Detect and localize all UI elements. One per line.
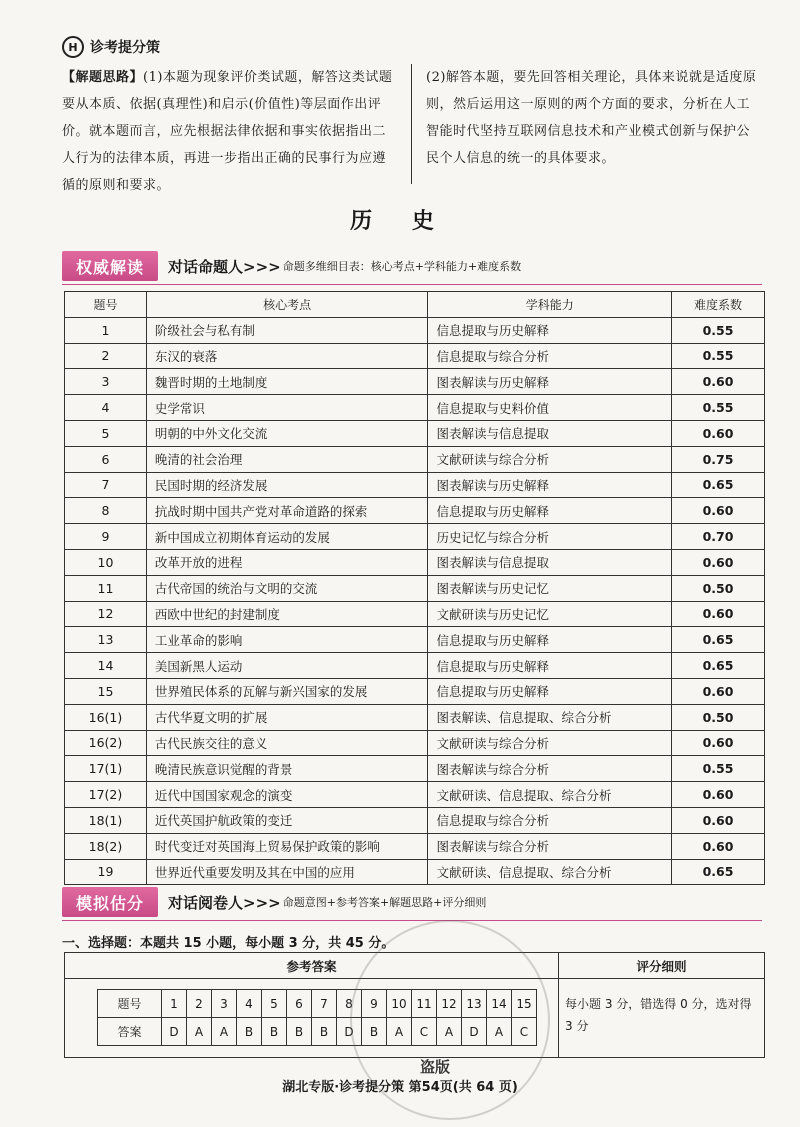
question-number-cell: 6 [287, 990, 312, 1018]
core-point-cell: 世界近代重要发明及其在中国的应用 [146, 859, 428, 885]
answer-row-label: 答案 [98, 1018, 162, 1046]
table-row [65, 420, 765, 446]
watermark-text: 盗版 [420, 1058, 451, 1076]
brand-logo-icon: H [62, 36, 84, 58]
ability-cell: 信息提取与综合分析 [428, 807, 672, 833]
banner-divider [62, 284, 762, 285]
banner-tag: 模拟估分 [62, 887, 158, 917]
difficulty-cell: 0.65 [672, 627, 765, 653]
answer-cell: A [487, 1018, 512, 1046]
difficulty-cell: 0.60 [672, 782, 765, 808]
table-row [65, 524, 765, 550]
core-point-cell: 抗战时期中国共产党对革命道路的探索 [146, 498, 428, 524]
question-number-cell: 14 [65, 653, 147, 679]
ability-cell: 文献研读与综合分析 [428, 730, 672, 756]
core-point-cell: 古代民族交往的意义 [146, 730, 428, 756]
core-point-cell: 近代英国护航政策的变迁 [146, 807, 428, 833]
ability-cell: 文献研读与历史记忆 [428, 601, 672, 627]
question-number-cell: 7 [65, 472, 147, 498]
core-point-cell: 古代华夏文明的扩展 [146, 704, 428, 730]
ability-cell: 信息提取与历史解释 [428, 317, 672, 343]
answer-cell: A [437, 1018, 462, 1046]
banner-divider [62, 920, 762, 921]
question-number-cell: 3 [65, 369, 147, 395]
core-point-cell: 西欧中世纪的封建制度 [146, 601, 428, 627]
banner-main: 对话命题人>>> [168, 257, 281, 276]
question-number-cell: 14 [487, 990, 512, 1018]
answer-cell: B [262, 1018, 287, 1046]
ability-cell: 信息提取与历史解释 [428, 498, 672, 524]
question-number-cell: 6 [65, 446, 147, 472]
reference-answer-heading: 参考答案 [65, 953, 558, 979]
question-number-cell: 15 [512, 990, 537, 1018]
banner-simulation [62, 886, 762, 918]
col-header-point: 核心考点 [146, 292, 428, 318]
section-title: 历 史 [350, 209, 450, 234]
table-row [65, 678, 765, 704]
ability-cell: 信息提取与历史解释 [428, 627, 672, 653]
ability-cell: 文献研读与综合分析 [428, 446, 672, 472]
answer-cell: C [412, 1018, 437, 1046]
difficulty-cell: 0.55 [672, 756, 765, 782]
ability-cell: 图表解读与综合分析 [428, 756, 672, 782]
solution-idea-left [62, 64, 412, 193]
difficulty-cell: 0.55 [672, 395, 765, 421]
ability-cell: 信息提取与历史解释 [428, 678, 672, 704]
question-number-cell: 15 [65, 678, 147, 704]
core-point-cell: 工业革命的影响 [146, 627, 428, 653]
table-row [65, 369, 765, 395]
question-number-cell: 17(1) [65, 756, 147, 782]
difficulty-cell: 0.55 [672, 317, 765, 343]
col-header-ability: 学科能力 [428, 292, 672, 318]
answer-cell: D [462, 1018, 487, 1046]
answer-cell: B [237, 1018, 262, 1046]
question-number-cell: 1 [162, 990, 187, 1018]
ability-cell: 信息提取与史料价值 [428, 395, 672, 421]
table-row [65, 627, 765, 653]
question-number-cell: 19 [65, 859, 147, 885]
question-number-cell: 16(1) [65, 704, 147, 730]
banner-authority [62, 250, 762, 282]
scoring-rules-text: 每小题 3 分，错选得 0 分，选对得 3 分 [565, 997, 752, 1033]
core-point-cell: 晚清民族意识觉醒的背景 [146, 756, 428, 782]
core-point-cell: 改革开放的进程 [146, 549, 428, 575]
difficulty-cell: 0.60 [672, 601, 765, 627]
question-number-cell: 8 [337, 990, 362, 1018]
ability-cell: 信息提取与综合分析 [428, 343, 672, 369]
question-number-cell: 2 [65, 343, 147, 369]
table-row [65, 317, 765, 343]
solution-text-left: (1)本题为现象评价类试题，解答这类试题要从本质、依据(真理性)和启示(价值性)等层面作出评价。就本题而言，应先根据法律依据和事实依据指出二人行为的法律本质，再进一步指出正确的民事行为应遵循的原则和要求。 [62, 70, 393, 193]
question-number-cell: 1 [65, 317, 147, 343]
question-spec-table [64, 291, 765, 885]
answer-cell: A [187, 1018, 212, 1046]
table-row [65, 833, 765, 859]
question-number-cell: 16(2) [65, 730, 147, 756]
core-point-cell: 魏晋时期的土地制度 [146, 369, 428, 395]
answer-cell: D [162, 1018, 187, 1046]
question-number-cell: 13 [65, 627, 147, 653]
col-header-number: 题号 [65, 292, 147, 318]
table-row [65, 498, 765, 524]
banner-tag: 权威解读 [62, 251, 158, 281]
table-row [65, 859, 765, 885]
ability-cell: 图表解读与历史解释 [428, 472, 672, 498]
table-row [65, 782, 765, 808]
core-point-cell: 美国新黑人运动 [146, 653, 428, 679]
scoring-rules-panel [559, 953, 764, 1057]
difficulty-cell: 0.50 [672, 575, 765, 601]
difficulty-cell: 0.60 [672, 420, 765, 446]
table-row [65, 446, 765, 472]
answer-cell: B [287, 1018, 312, 1046]
question-number-cell: 11 [65, 575, 147, 601]
difficulty-cell: 0.60 [672, 369, 765, 395]
scoring-rules-heading: 评分细则 [559, 953, 764, 979]
core-point-cell: 世界殖民体系的瓦解与新兴国家的发展 [146, 678, 428, 704]
table-row [65, 549, 765, 575]
table-row [65, 730, 765, 756]
difficulty-cell: 0.60 [672, 807, 765, 833]
table-row [65, 704, 765, 730]
page-footer: 湖北专版·诊考提分策 第54页(共 64 页) [282, 1080, 518, 1095]
core-point-cell: 近代中国国家观念的演变 [146, 782, 428, 808]
ability-cell: 文献研读、信息提取、综合分析 [428, 859, 672, 885]
difficulty-cell: 0.50 [672, 704, 765, 730]
top-columns [62, 64, 762, 193]
ability-cell: 图表解读与信息提取 [428, 420, 672, 446]
question-number-cell: 11 [412, 990, 437, 1018]
question-number-cell: 10 [387, 990, 412, 1018]
question-number-cell: 8 [65, 498, 147, 524]
brand-name: 诊考提分策 [90, 40, 160, 56]
ability-cell: 历史记忆与综合分析 [428, 524, 672, 550]
question-number-cell: 17(2) [65, 782, 147, 808]
core-point-cell: 阶级社会与私有制 [146, 317, 428, 343]
question-number-cell: 5 [65, 420, 147, 446]
answer-cell: A [212, 1018, 237, 1046]
difficulty-cell: 0.60 [672, 833, 765, 859]
col-header-difficulty: 难度系数 [672, 292, 765, 318]
banner-main: 对话阅卷人>>> [168, 893, 281, 912]
question-number-cell: 18(2) [65, 833, 147, 859]
table-row [65, 343, 765, 369]
core-point-cell: 古代帝国的统治与文明的交流 [146, 575, 428, 601]
question-number-cell: 5 [262, 990, 287, 1018]
question-number-cell: 2 [187, 990, 212, 1018]
question-number-cell: 3 [212, 990, 237, 1018]
difficulty-cell: 0.75 [672, 446, 765, 472]
table-header-row [65, 292, 765, 318]
question-number-cell: 10 [65, 549, 147, 575]
difficulty-cell: 0.65 [672, 653, 765, 679]
ability-cell: 图表解读、信息提取、综合分析 [428, 704, 672, 730]
table-row [65, 756, 765, 782]
core-point-cell: 东汉的衰落 [146, 343, 428, 369]
answer-cell: A [387, 1018, 412, 1046]
table-row [65, 653, 765, 679]
question-number-cell: 13 [462, 990, 487, 1018]
core-point-cell: 新中国成立初期体育运动的发展 [146, 524, 428, 550]
ability-cell: 文献研读、信息提取、综合分析 [428, 782, 672, 808]
solution-idea-right [412, 64, 762, 184]
answer-cell: C [512, 1018, 537, 1046]
core-point-cell: 民国时期的经济发展 [146, 472, 428, 498]
answer-cell: B [362, 1018, 387, 1046]
ability-cell: 图表解读与历史解释 [428, 369, 672, 395]
table-row [65, 395, 765, 421]
core-point-cell: 时代变迁对英国海上贸易保护政策的影响 [146, 833, 428, 859]
ability-cell: 图表解读与信息提取 [428, 549, 672, 575]
difficulty-cell: 0.60 [672, 730, 765, 756]
difficulty-cell: 0.65 [672, 859, 765, 885]
ability-cell: 图表解读与综合分析 [428, 833, 672, 859]
question-number-cell: 4 [237, 990, 262, 1018]
table-body [65, 317, 765, 885]
question-number-cell: 18(1) [65, 807, 147, 833]
ability-cell: 图表解读与历史记忆 [428, 575, 672, 601]
question-number-cell: 12 [437, 990, 462, 1018]
banner-sub: 命题意图+参考答案+解题思路+评分细则 [282, 896, 487, 909]
core-point-cell: 史学常识 [146, 395, 428, 421]
number-row-label: 题号 [98, 990, 162, 1018]
difficulty-cell: 0.55 [672, 343, 765, 369]
question-number-cell: 9 [65, 524, 147, 550]
difficulty-cell: 0.60 [672, 549, 765, 575]
section-one-heading: 一、选择题：本题共 15 小题，每小题 3 分，共 45 分。 [62, 936, 395, 951]
table-row [65, 575, 765, 601]
question-number-cell: 9 [362, 990, 387, 1018]
answer-cell: D [337, 1018, 362, 1046]
difficulty-cell: 0.65 [672, 472, 765, 498]
question-number-cell: 4 [65, 395, 147, 421]
difficulty-cell: 0.60 [672, 678, 765, 704]
table-row [65, 472, 765, 498]
solution-label: 【解题思路】 [62, 70, 144, 85]
question-number-cell: 12 [65, 601, 147, 627]
banner-sub: 命题多维细目表：核心考点+学科能力+难度系数 [282, 260, 522, 273]
solution-text-right: (2)解答本题，要先回答相关理论，具体来说就是适度原则，然后运用这一原则的两个方面的要求，分析在人工智能时代坚持互联网信息技术和产业模式创新与保护公民个人信息的统一的具体要求。 [426, 70, 757, 166]
answer-cell: B [312, 1018, 337, 1046]
table-row [65, 807, 765, 833]
core-point-cell: 明朝的中外文化交流 [146, 420, 428, 446]
difficulty-cell: 0.70 [672, 524, 765, 550]
core-point-cell: 晚清的社会治理 [146, 446, 428, 472]
table-row [65, 601, 765, 627]
ability-cell: 信息提取与历史解释 [428, 653, 672, 679]
header-brand [62, 36, 160, 58]
difficulty-cell: 0.60 [672, 498, 765, 524]
question-number-cell: 7 [312, 990, 337, 1018]
